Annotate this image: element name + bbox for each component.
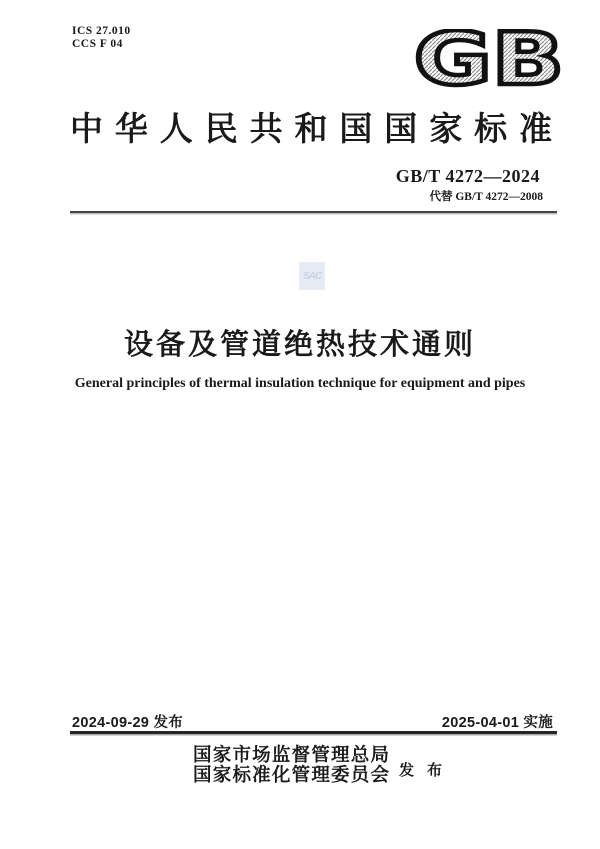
standard-number: GB/T 4272—2024	[395, 166, 540, 186]
replaced-standard-note: 代替 GB/T 4272—2008	[429, 191, 543, 203]
standard-title-english: General principles of thermal insulation technique for equipment and pipes	[74, 376, 526, 391]
ccs-code: CCS F 04	[72, 38, 123, 50]
classification-codes	[72, 25, 131, 51]
gb-logo-text: GB	[414, 29, 564, 91]
sac-watermark-text: SAC	[302, 270, 322, 282]
gb-logo-icon	[408, 29, 570, 91]
ics-code: ICS 27.010	[72, 25, 131, 37]
publisher-line-1: 国家市场监督管理总局	[193, 746, 389, 766]
header-divider-line	[70, 211, 557, 213]
publisher-block	[193, 746, 389, 786]
issued-by-label: 发布	[399, 763, 456, 779]
sac-watermark	[299, 262, 325, 290]
publisher-line-2: 国家标准化管理委员会	[193, 766, 389, 786]
footer-divider-line	[70, 731, 557, 734]
issue-date: 2024-09-29 发布	[72, 715, 184, 731]
standard-title-chinese: 设备及管道绝热技术通则	[123, 329, 476, 361]
national-standard-heading: 中华人民共和国国家标准	[70, 112, 552, 148]
implementation-date: 2025-04-01 实施	[441, 715, 553, 731]
